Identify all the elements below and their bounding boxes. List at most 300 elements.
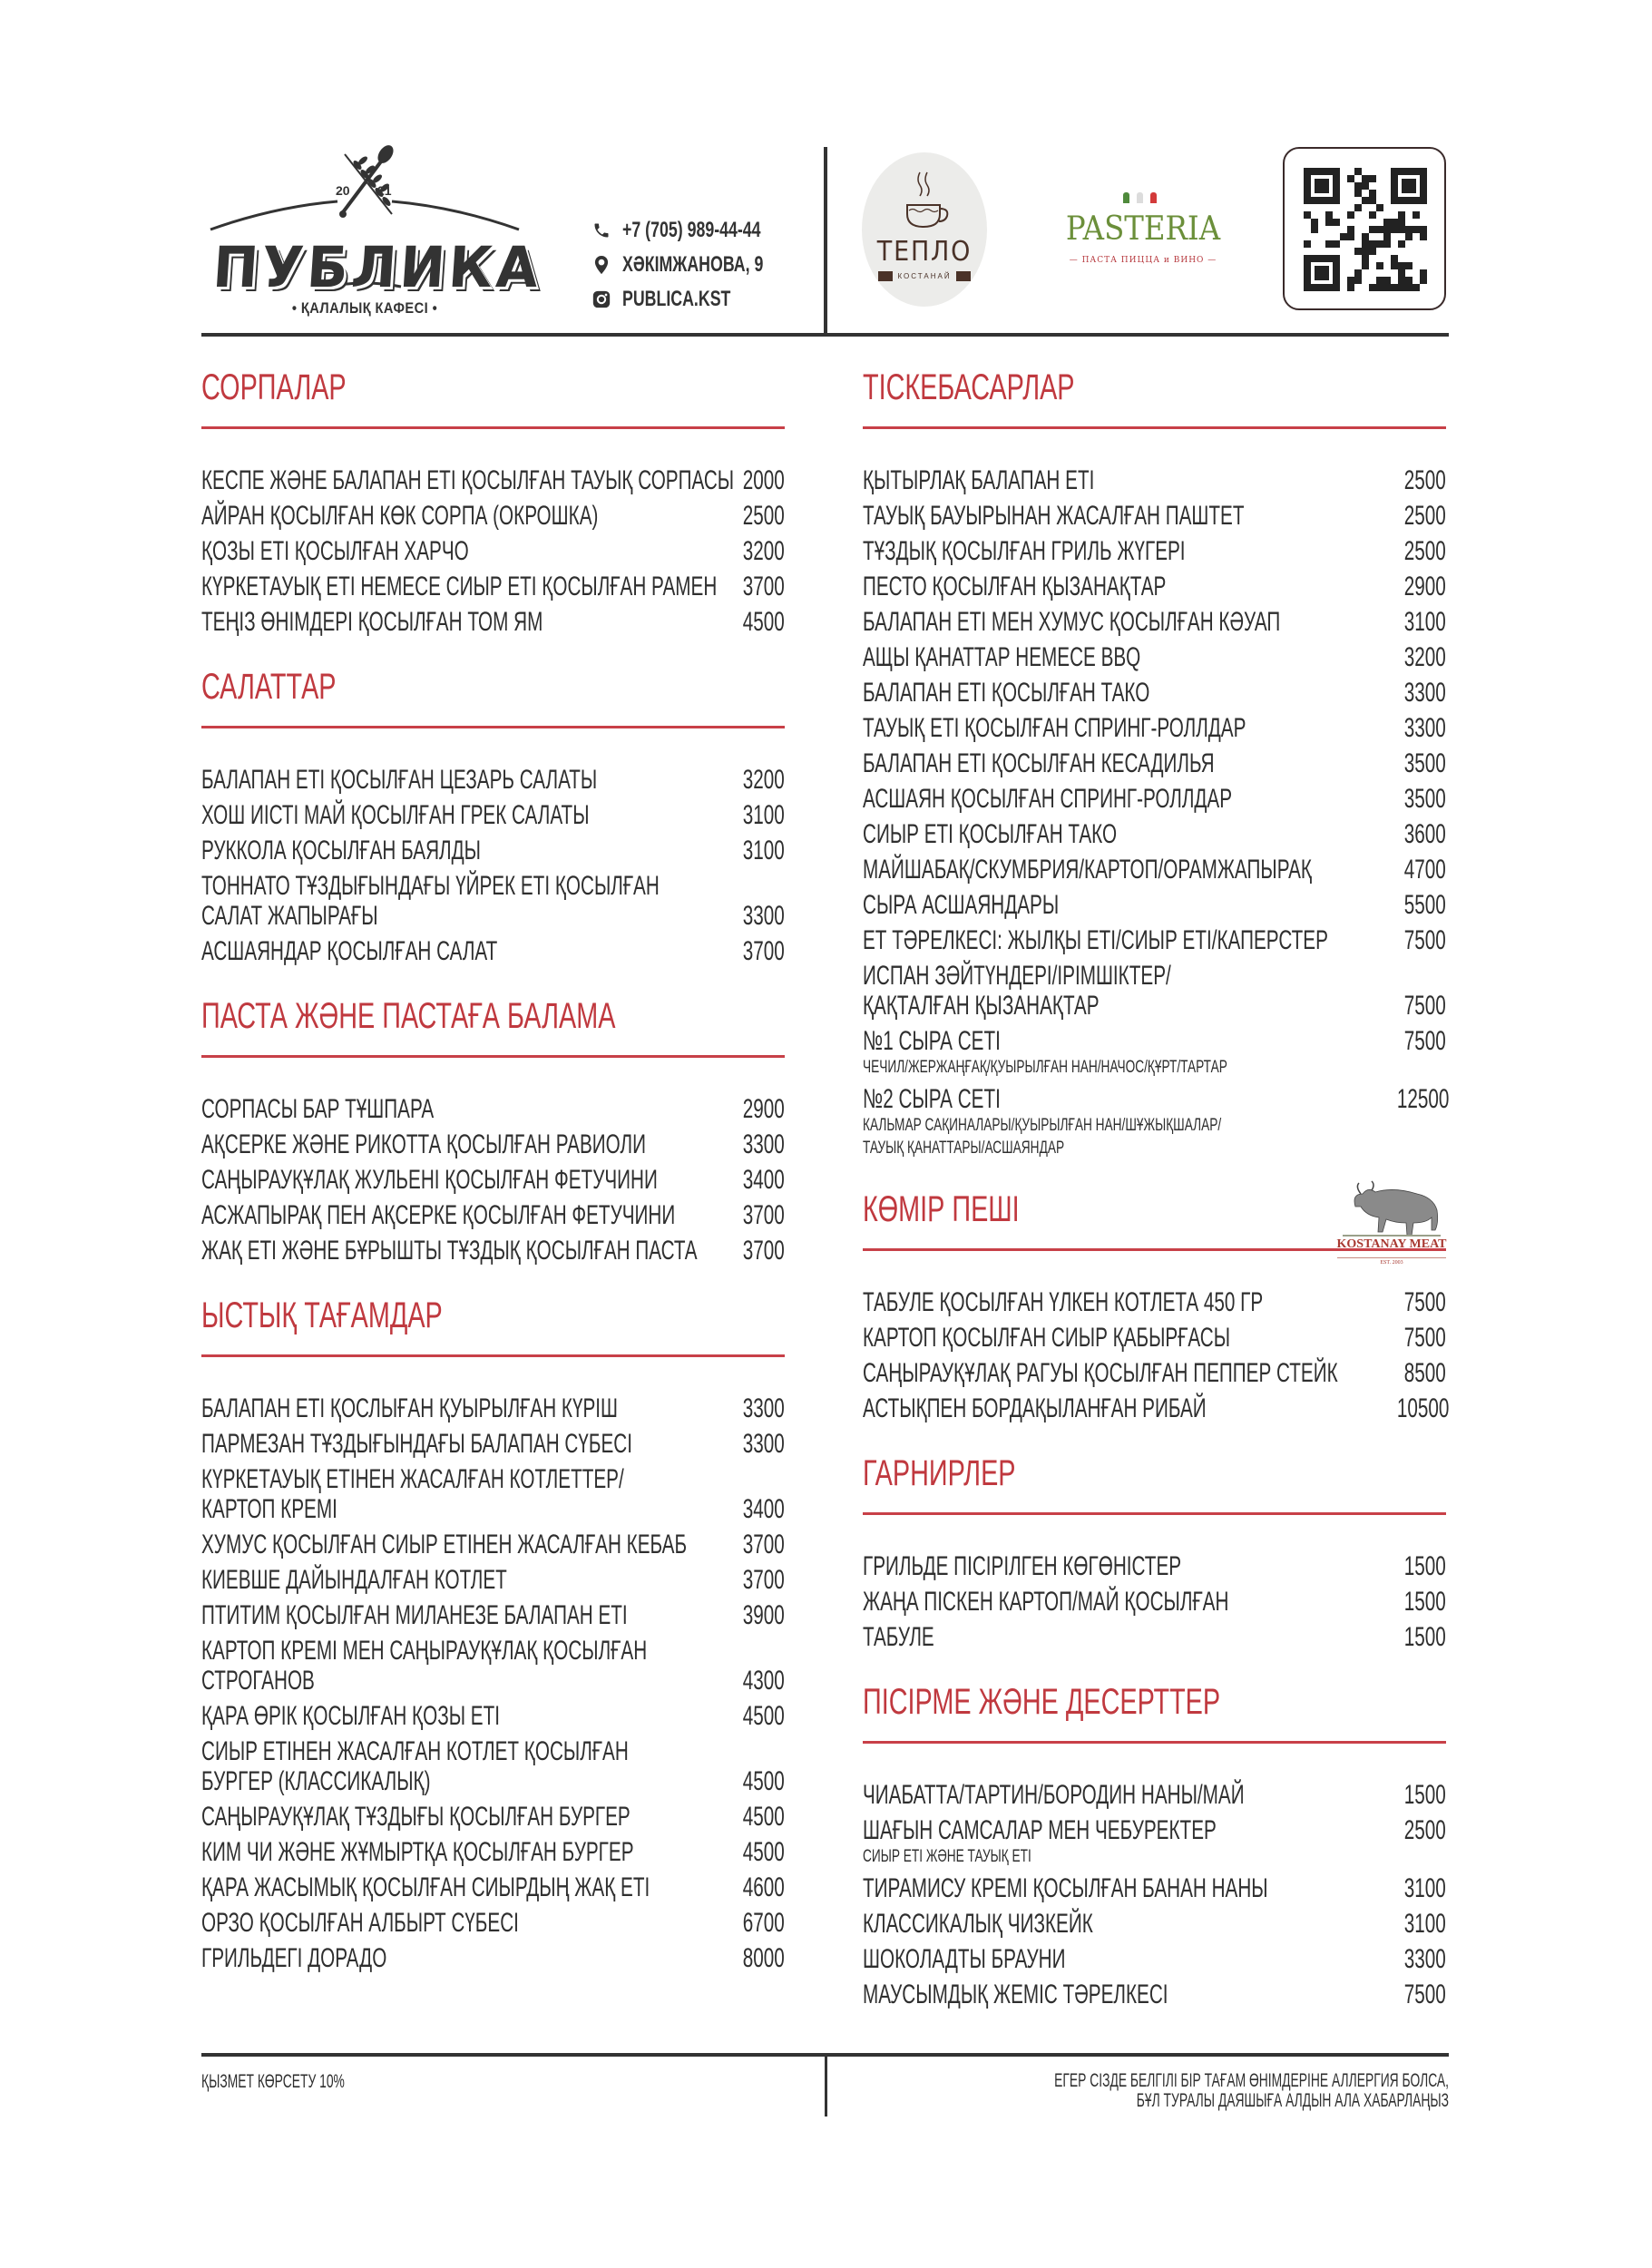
menu-item-line [201,1701,785,1731]
menu-item-name-wrap [863,572,1371,601]
menu-item-price: 7500 [1403,1323,1446,1353]
menu-item-price: 3100 [1403,607,1446,637]
qr-module [1333,240,1340,248]
menu-item-name-wrap [863,536,1371,566]
menu-item-price: 2500 [1403,1815,1446,1845]
menu-item-line [201,1837,785,1867]
pasteria-name: PASTERIA [1065,210,1221,248]
menu-item[interactable] [201,465,785,495]
menu-item-line [863,607,1446,637]
qr-module [1391,226,1398,233]
menu-item-line [201,465,785,495]
menu-item-name-wrap [201,572,718,601]
menu-item-name: ТИРАМИСУ КРЕМІ ҚОСЫЛҒАН БАНАН НАНЫ [863,1873,1268,1903]
section-divider [201,426,785,429]
menu-item-name: СЫРА АСШАЯНДАРЫ [863,890,1060,920]
phone-icon [591,220,611,240]
menu-item-name: КЛАССИКАЛЫҚ ЧИЗКЕЙК [863,1909,1093,1939]
menu-item[interactable] [863,1622,1446,1652]
menu-item-price: 3900 [742,1600,785,1630]
contact-address[interactable] [591,248,813,282]
qr-module [1369,197,1376,204]
menu-item-name: ҚАРА ӨРІК ҚОСЫЛҒАН ҚОЗЫ ЕТІ [201,1701,500,1731]
menu-item-line [201,1908,785,1938]
qr-module [1383,240,1391,248]
qr-module [1354,168,1362,175]
menu-item-name-wrap [863,819,1371,849]
menu-item-line [863,1323,1446,1353]
address: ХӘКІМЖАНОВА, 9 [622,252,764,277]
menu-item[interactable] [863,1551,1446,1581]
menu-column-left [201,361,785,1997]
menu-item[interactable] [201,1464,785,1524]
menu-item[interactable] [201,800,785,830]
menu-item-name: ТАБУЛЕ ҚОСЫЛҒАН ҮЛКЕН КОТЛЕТА 450 ГР [863,1287,1264,1317]
qr-module [1304,168,1311,204]
menu-item-name: КҮРКЕТАУЫҚ ЕТІ НЕМЕСЕ СИЫР ЕТІ ҚОСЫЛҒАН РАМЕН [201,572,718,601]
menu-column-right [863,361,1450,2033]
qr-module [1398,269,1405,277]
kostanay-meat-logo [1337,1179,1446,1270]
menu-item[interactable] [201,1565,785,1595]
qr-module [1391,262,1398,269]
qr-module [1398,262,1405,269]
menu-item[interactable] [201,607,785,637]
qr-module [1391,168,1398,204]
menu-item[interactable] [863,1393,1450,1423]
menu-item-line [201,1636,785,1696]
menu-item[interactable] [201,1600,785,1630]
menu-item-price: 3500 [1403,748,1446,778]
menu-item-name: ХУМУС ҚОСЫЛҒАН СИЫР ЕТІНЕН ЖАСАЛҒАН КЕБАБ [201,1530,688,1559]
menu-item-line [201,936,785,966]
menu-item-price: 4500 [742,607,785,637]
menu-item[interactable] [201,1943,785,1973]
qr-module [1376,240,1383,248]
menu-item[interactable] [201,1129,785,1159]
menu-item[interactable] [201,936,785,966]
qr-module [1315,179,1329,193]
menu-item[interactable] [201,1736,785,1796]
qr-code-icon [1304,168,1427,291]
menu-item-name-wrap [201,1636,709,1696]
qr-module [1333,219,1340,226]
italian-flag-icon [1123,192,1157,203]
kostanay-meat-est: EST. 2003 [1337,1257,1446,1266]
qr-module [1376,204,1383,211]
menu-item-line [863,1551,1446,1581]
menu-item-line [863,961,1446,1021]
menu-item-name-wrap [863,678,1371,708]
menu-item-name-wrap [863,1944,1371,1974]
instagram-icon [591,289,611,309]
menu-item-name: ШОКОЛАДТЫ БРАУНИ [863,1944,1066,1974]
qr-module [1325,211,1333,219]
menu-item[interactable] [201,1236,785,1266]
menu-item-name: СИЫР ЕТІНЕН ЖАСАЛҒАН КОТЛЕТ ҚОСЫЛҒАН БУРГЕР (КЛАССИКАЛЫҚ) [201,1736,629,1796]
qr-module [1420,226,1427,233]
menu-item-line [863,1980,1446,2009]
menu-item[interactable] [863,678,1446,708]
menu-item-name-wrap [863,501,1371,531]
menu-item-price: 3700 [742,936,785,966]
qr-module [1325,219,1333,226]
menu-item-name: АЙРАН ҚОСЫЛҒАН КӨК СОРПА (ОКРОШКА) [201,501,599,531]
qr-module [1398,277,1405,284]
menu-item-line [863,1393,1450,1423]
menu-item[interactable] [201,1200,785,1230]
qr-module [1391,284,1398,291]
menu-item-name-wrap [863,1551,1371,1581]
menu-item-name-wrap [863,961,1371,1021]
menu-item[interactable] [863,1084,1450,1159]
menu-item-price: 3300 [742,901,785,931]
menu-item-line [201,1429,785,1459]
menu-item-name-wrap [863,713,1371,743]
qr-module [1405,233,1413,240]
qr-module [1369,248,1376,255]
menu-item-price: 2900 [1403,572,1446,601]
qr-module [1347,284,1354,291]
menu-item-price: 7500 [1403,925,1446,955]
qr-module [1347,211,1354,219]
logo-year-left: 20 [336,183,350,198]
menu-item-name: №2 СЫРА СЕТІ [863,1084,1001,1114]
menu-item-name: КЕСПЕ ЖӘНЕ БАЛАПАН ЕТІ ҚОСЫЛҒАН ТАУЫҚ СОРПАСЫ [201,465,735,495]
menu-item-name-wrap [201,936,709,966]
phone-number: +7 (705) 989-44-44 [622,218,761,242]
menu-item-name-wrap [201,1464,709,1524]
menu-item-name: САҢЫРАУҚҰЛАҚ РАГУЫ ҚОСЫЛҒАН ПЕППЕР СТЕЙК [863,1358,1338,1388]
menu-item[interactable] [863,465,1446,495]
publika-logo [201,143,544,325]
menu-item-line [863,465,1446,495]
menu-item[interactable] [863,748,1446,778]
section-divider [201,726,785,728]
menu-item-line [863,1873,1446,1903]
menu-item-price: 3600 [1403,819,1446,849]
menu-item-line [201,1129,785,1159]
menu-item[interactable] [863,1980,1446,2009]
qr-module [1304,240,1311,248]
menu-item[interactable] [863,1323,1446,1353]
section-divider [863,426,1446,429]
location-pin-icon [591,255,611,275]
menu-item-name-wrap [201,1802,709,1832]
service-charge-note: ҚЫЗМЕТ КӨРСЕТУ 10% [201,2071,345,2092]
qr-module [1333,168,1340,204]
menu-item[interactable] [201,1837,785,1867]
pasteria-logo [1052,191,1234,290]
menu-item-line [863,748,1446,778]
menu-item-name: ХОШ ИІСТІ МАЙ ҚОСЫЛҒАН ГРЕК САЛАТЫ [201,800,590,830]
qr-module [1405,284,1413,291]
qr-module [1420,277,1427,284]
menu-section [201,361,785,637]
menu-item-name-wrap [863,784,1371,814]
menu-section [863,1676,1446,2009]
menu-item-name: ТАУЫҚ БАУЫРЫНАН ЖАСАЛҒАН ПАШТЕТ [863,501,1245,531]
menu-item-name: БАЛАПАН ЕТІ ҚОСЫЛҒАН ЦЕЗАРЬ САЛАТЫ [201,765,598,795]
brand-subtitle: • ҚАЛАЛЫҚ КАФЕСІ • [291,299,438,317]
menu-item-name: ТҰЗДЫҚ ҚОСЫЛҒАН ГРИЛЬ ЖҮГЕРІ [863,536,1186,566]
menu-item-name-wrap [201,1530,709,1559]
menu-item-price: 3400 [742,1165,785,1195]
menu-item-line [863,536,1446,566]
menu-item[interactable] [201,1636,785,1696]
qr-module [1354,190,1362,197]
menu-item-price: 3300 [742,1129,785,1159]
qr-module [1413,211,1420,219]
menu-item-price: 3300 [742,1429,785,1459]
menu-item-price: 1500 [1403,1780,1446,1810]
menu-item-name-wrap [201,465,735,495]
menu-item-price: 3300 [742,1393,785,1423]
section-title: ЫСТЫҚ ТАҒАМДАР [201,1295,443,1335]
menu-item[interactable] [863,784,1446,814]
menu-item-line [201,1165,785,1195]
section-title: ПІСІРМЕ ЖӘНЕ ДЕСЕРТТЕР [863,1682,1221,1722]
section-divider [201,1354,785,1357]
menu-item-price: 8000 [742,1943,785,1973]
qr-module [1311,219,1318,226]
header-divider-vertical [824,147,827,336]
menu-section [863,1183,1450,1423]
menu-item-price: 4500 [742,1766,785,1796]
menu-item[interactable] [201,1429,785,1459]
qr-module [1376,226,1383,233]
menu-item[interactable] [201,871,785,931]
section-divider [201,1055,785,1058]
menu-item-price: 4700 [1403,855,1446,885]
menu-item-name-wrap [201,1600,709,1630]
menu-item-line [863,855,1446,885]
menu-item-line [863,784,1446,814]
menu-item-line [863,1358,1446,1388]
contact-instagram[interactable] [591,282,813,317]
menu-item-price: 2000 [742,465,785,495]
menu-item-line [201,765,785,795]
menu-item-name: БАЛАПАН ЕТІ МЕН ХУМУС ҚОСЫЛҒАН КӘУАП [863,607,1281,637]
menu-item-name-wrap [201,1200,709,1230]
menu-item-name-wrap [201,1943,709,1973]
qr-module [1315,266,1329,280]
menu-item[interactable] [863,1909,1446,1939]
menu-item[interactable] [863,572,1446,601]
qr-module [1354,277,1362,284]
qr-module [1362,240,1369,248]
menu-item-price: 1500 [1403,1587,1446,1617]
menu-item-description: ЧЕЧИЛ/ЖЕРЖАҢҒАҚ/ҚУЫРЫЛҒАН НАН/НАЧОС/ҚҰРТ/ТАРТАР [863,1058,1227,1077]
header-divider-horizontal [201,333,1449,337]
bull-icon [1337,1179,1446,1239]
menu-item-name-wrap [863,642,1371,672]
menu-item-line [863,925,1446,955]
menu-item[interactable] [863,501,1446,531]
menu-item[interactable] [201,1393,785,1423]
menu-item-name-wrap [863,1287,1371,1317]
section-divider [863,1741,1446,1744]
qr-module [1304,255,1311,291]
qr-module [1413,284,1420,291]
menu-item-price: 4500 [742,1837,785,1867]
menu-item[interactable] [863,819,1446,849]
menu-section [201,660,785,966]
menu-item-name-wrap [201,1429,709,1459]
menu-item-line [863,678,1446,708]
menu-item-name-wrap [863,855,1371,885]
instagram-handle: PUBLICA.KST [622,287,731,311]
menu-item-price: 3700 [742,1530,785,1559]
menu-item[interactable] [863,642,1446,672]
section-title: ТІСКЕБАСАРЛАР [863,367,1075,407]
menu-item-name: КИМ ЧИ ЖӘНЕ ЖҰМЫРТҚА ҚОСЫЛҒАН БУРГЕР [201,1837,634,1867]
teplo-logo [862,152,987,307]
menu-item[interactable] [863,855,1446,885]
qr-module [1362,248,1369,255]
menu-item[interactable] [863,1358,1446,1388]
menu-item-line [201,1530,785,1559]
menu-item-price: 3300 [1403,1944,1446,1974]
menu-item-name-wrap [201,836,709,865]
menu-item-price: 2900 [742,1094,785,1124]
menu-item[interactable] [863,1815,1446,1868]
menu-item-price: 2500 [1403,536,1446,566]
menu-item-line [863,713,1446,743]
menu-item-price: 12500 [1396,1084,1450,1114]
menu-item[interactable] [863,1944,1446,1974]
menu-item-name: КҮРКЕТАУЫҚ ЕТІНЕН ЖАСАЛҒАН КОТЛЕТТЕР/ КАРТОП КРЕМІ [201,1464,624,1524]
flag-stripe-red [1150,192,1157,203]
menu-item-name-wrap [201,1565,709,1595]
menu-item-line [863,572,1446,601]
menu-item-name: ШАҒЫН САМСАЛАР МЕН ЧЕБУРЕКТЕР [863,1815,1217,1845]
kostanay-meat-name: KOSTANAY MEAT [1336,1237,1447,1251]
logo-year-right: 21 [377,183,392,198]
menu-item-price: 3100 [742,836,785,865]
menu-item-line [863,1944,1446,1974]
qr-module [1311,226,1318,233]
menu-item[interactable] [201,1802,785,1832]
qr-module [1398,226,1405,233]
contact-phone[interactable] [591,213,813,248]
menu-item[interactable] [201,1872,785,1902]
menu-item-name: ПЕСТО ҚОСЫЛҒАН ҚЫЗАНАҚТАР [863,572,1167,601]
qr-module [1347,233,1354,240]
menu-item-name-wrap [201,1236,709,1266]
menu-item[interactable] [201,501,785,531]
qr-module [1383,284,1391,291]
menu-item-line [201,1600,785,1630]
menu-item-name: ЖАҚ ЕТІ ЖӘНЕ БҰРЫШТЫ ТҰЗДЫҚ ҚОСЫЛҒАН ПАСТА [201,1236,698,1266]
menu-item[interactable] [201,1165,785,1195]
menu-item[interactable] [201,1701,785,1731]
menu-item-name: ТЕҢІЗ ӨНІМДЕРІ ҚОСЫЛҒАН ТОМ ЯМ [201,607,543,637]
menu-item-name-wrap [201,607,709,637]
menu-item[interactable] [863,1587,1446,1617]
menu-item-price: 2500 [1403,501,1446,531]
menu-item-name: ГРИЛЬДЕГІ ДОРАДО [201,1943,387,1973]
menu-item[interactable] [863,536,1446,566]
menu-item-name-wrap [201,1872,709,1902]
menu-item-line [863,501,1446,531]
menu-item-name-wrap [201,501,709,531]
menu-item[interactable] [863,961,1446,1021]
qr-module [1347,175,1354,182]
menu-item-name-wrap [863,1815,1371,1845]
menu-item[interactable] [863,1873,1446,1903]
menu-item-price: 8500 [1403,1358,1446,1388]
menu-item-name: БАЛАПАН ЕТІ ҚОСЫЛҒАН КЕСАДИЛЬЯ [863,748,1215,778]
menu-item-name: КАРТОП КРЕМІ МЕН САҢЫРАУҚҰЛАҚ ҚОСЫЛҒАН СТРОГАНОВ [201,1636,648,1696]
menu-item[interactable] [863,1287,1446,1317]
flag-stripe-white [1137,192,1143,203]
menu-item-price: 5500 [1403,890,1446,920]
brand-name: ПУБЛИКА [210,234,544,300]
menu-item-price: 4600 [742,1872,785,1902]
qr-module [1369,190,1376,197]
pasteria-tagline: — ПАСТА ПИЦЦА и ВИНО — [1069,256,1217,265]
menu-section [863,361,1450,1159]
qr-module [1347,277,1354,284]
menu-item-name-wrap [863,1780,1371,1810]
menu-item-line [863,1780,1446,1810]
menu-item[interactable] [201,1094,785,1124]
menu-item-name-wrap [863,1084,1371,1114]
qr-code[interactable] [1283,147,1446,310]
menu-item-name-wrap [863,1587,1371,1617]
qr-module [1376,262,1383,269]
menu-item-line [201,1565,785,1595]
menu-item[interactable] [863,607,1446,637]
menu-item[interactable] [863,925,1446,955]
qr-module [1420,168,1427,204]
qr-module [1420,233,1427,240]
menu-item-name: СОРПАСЫ БАР ТҰШПАРА [201,1094,435,1124]
menu-item[interactable] [863,1780,1446,1810]
menu-item[interactable] [201,1530,785,1559]
menu-item[interactable] [863,1026,1446,1079]
menu-item-name: АСШАЯН ҚОСЫЛҒАН СПРИНГ-РОЛЛДАР [863,784,1233,814]
menu-item[interactable] [863,890,1446,920]
menu-item[interactable] [201,765,785,795]
menu-item-name-wrap [863,1323,1371,1353]
menu-item-name-wrap [201,1129,709,1159]
menu-item-name: №1 СЫРА СЕТІ [863,1026,1001,1056]
contact-info [591,213,813,317]
menu-item-price: 7500 [1403,991,1446,1021]
qr-module [1354,182,1362,190]
menu-item-name: КИЕВШЕ ДАЙЫНДАЛҒАН КОТЛЕТ [201,1565,507,1595]
qr-module [1383,226,1391,233]
menu-item[interactable] [863,713,1446,743]
menu-item-line [201,607,785,637]
menu-item-line [863,1815,1446,1845]
menu-item-price: 3200 [742,536,785,566]
qr-module [1376,277,1383,284]
menu-item[interactable] [201,536,785,566]
qr-module [1362,175,1369,182]
menu-item-name-wrap [201,765,709,795]
menu-item-name-wrap [201,800,709,830]
menu-item-line [201,800,785,830]
menu-item[interactable] [201,1908,785,1938]
menu-item-price: 4500 [742,1802,785,1832]
menu-item-name: ҚЫТЫРЛАҚ БАЛАПАН ЕТІ [863,465,1095,495]
menu-item[interactable] [201,836,785,865]
qr-module [1354,248,1362,255]
menu-item[interactable] [201,572,785,601]
